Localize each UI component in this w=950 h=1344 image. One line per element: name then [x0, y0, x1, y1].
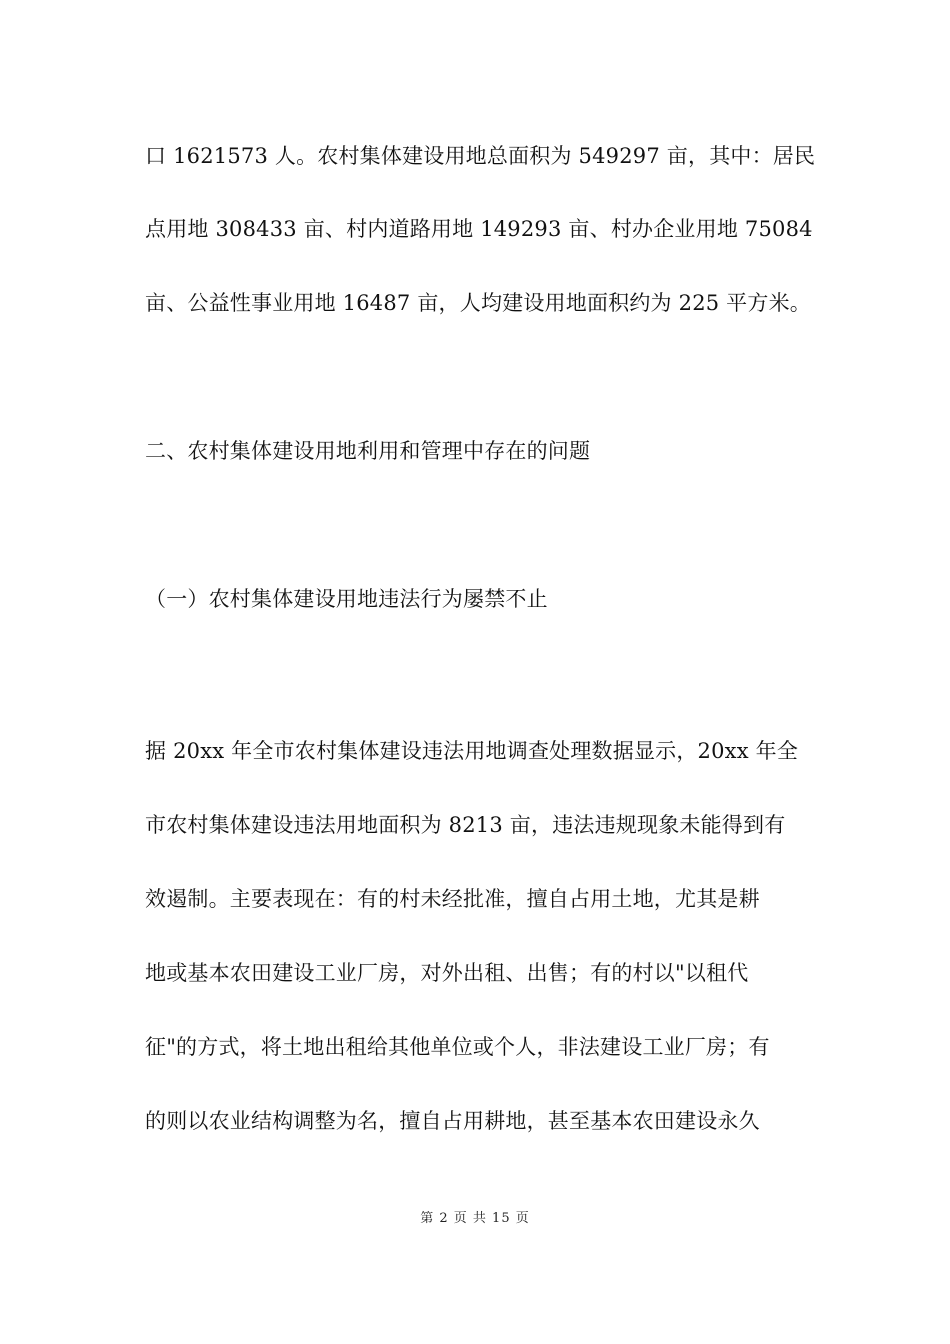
body-text-line: 口 1621573 人。农村集体建设用地总面积为 549297 亩，其中：居民	[145, 144, 816, 168]
body-text-line: 的则以农业结构调整为名，擅自占用耕地，甚至基本农田建设永久	[145, 1109, 760, 1133]
body-text-line: 亩、公益性事业用地 16487 亩，人均建设用地面积约为 225 平方米。	[145, 291, 811, 315]
page-number-footer: 第 2 页 共 15 页	[420, 1211, 530, 1226]
body-text-line: 效遏制。主要表现在：有的村未经批准，擅自占用土地，尤其是耕	[145, 887, 760, 911]
body-text-line: 市农村集体建设违法用地面积为 8213 亩，违法违规现象未能得到有	[145, 813, 786, 837]
body-text-line: 征"的方式，将土地出租给其他单位或个人，非法建设工业厂房；有	[145, 1035, 770, 1059]
body-text-line: 地或基本农田建设工业厂房，对外出租、出售；有的村以"以租代	[145, 961, 749, 985]
body-text-line: 据 20xx 年全市农村集体建设违法用地调查处理数据显示，20xx 年全	[145, 739, 799, 763]
body-text-line: 点用地 308433 亩、村内道路用地 149293 亩、村办企业用地 75084	[145, 217, 813, 241]
section-heading: 二、农村集体建设用地利用和管理中存在的问题	[145, 439, 591, 463]
subsection-heading: （一）农村集体建设用地违法行为屡禁不止	[145, 587, 548, 611]
